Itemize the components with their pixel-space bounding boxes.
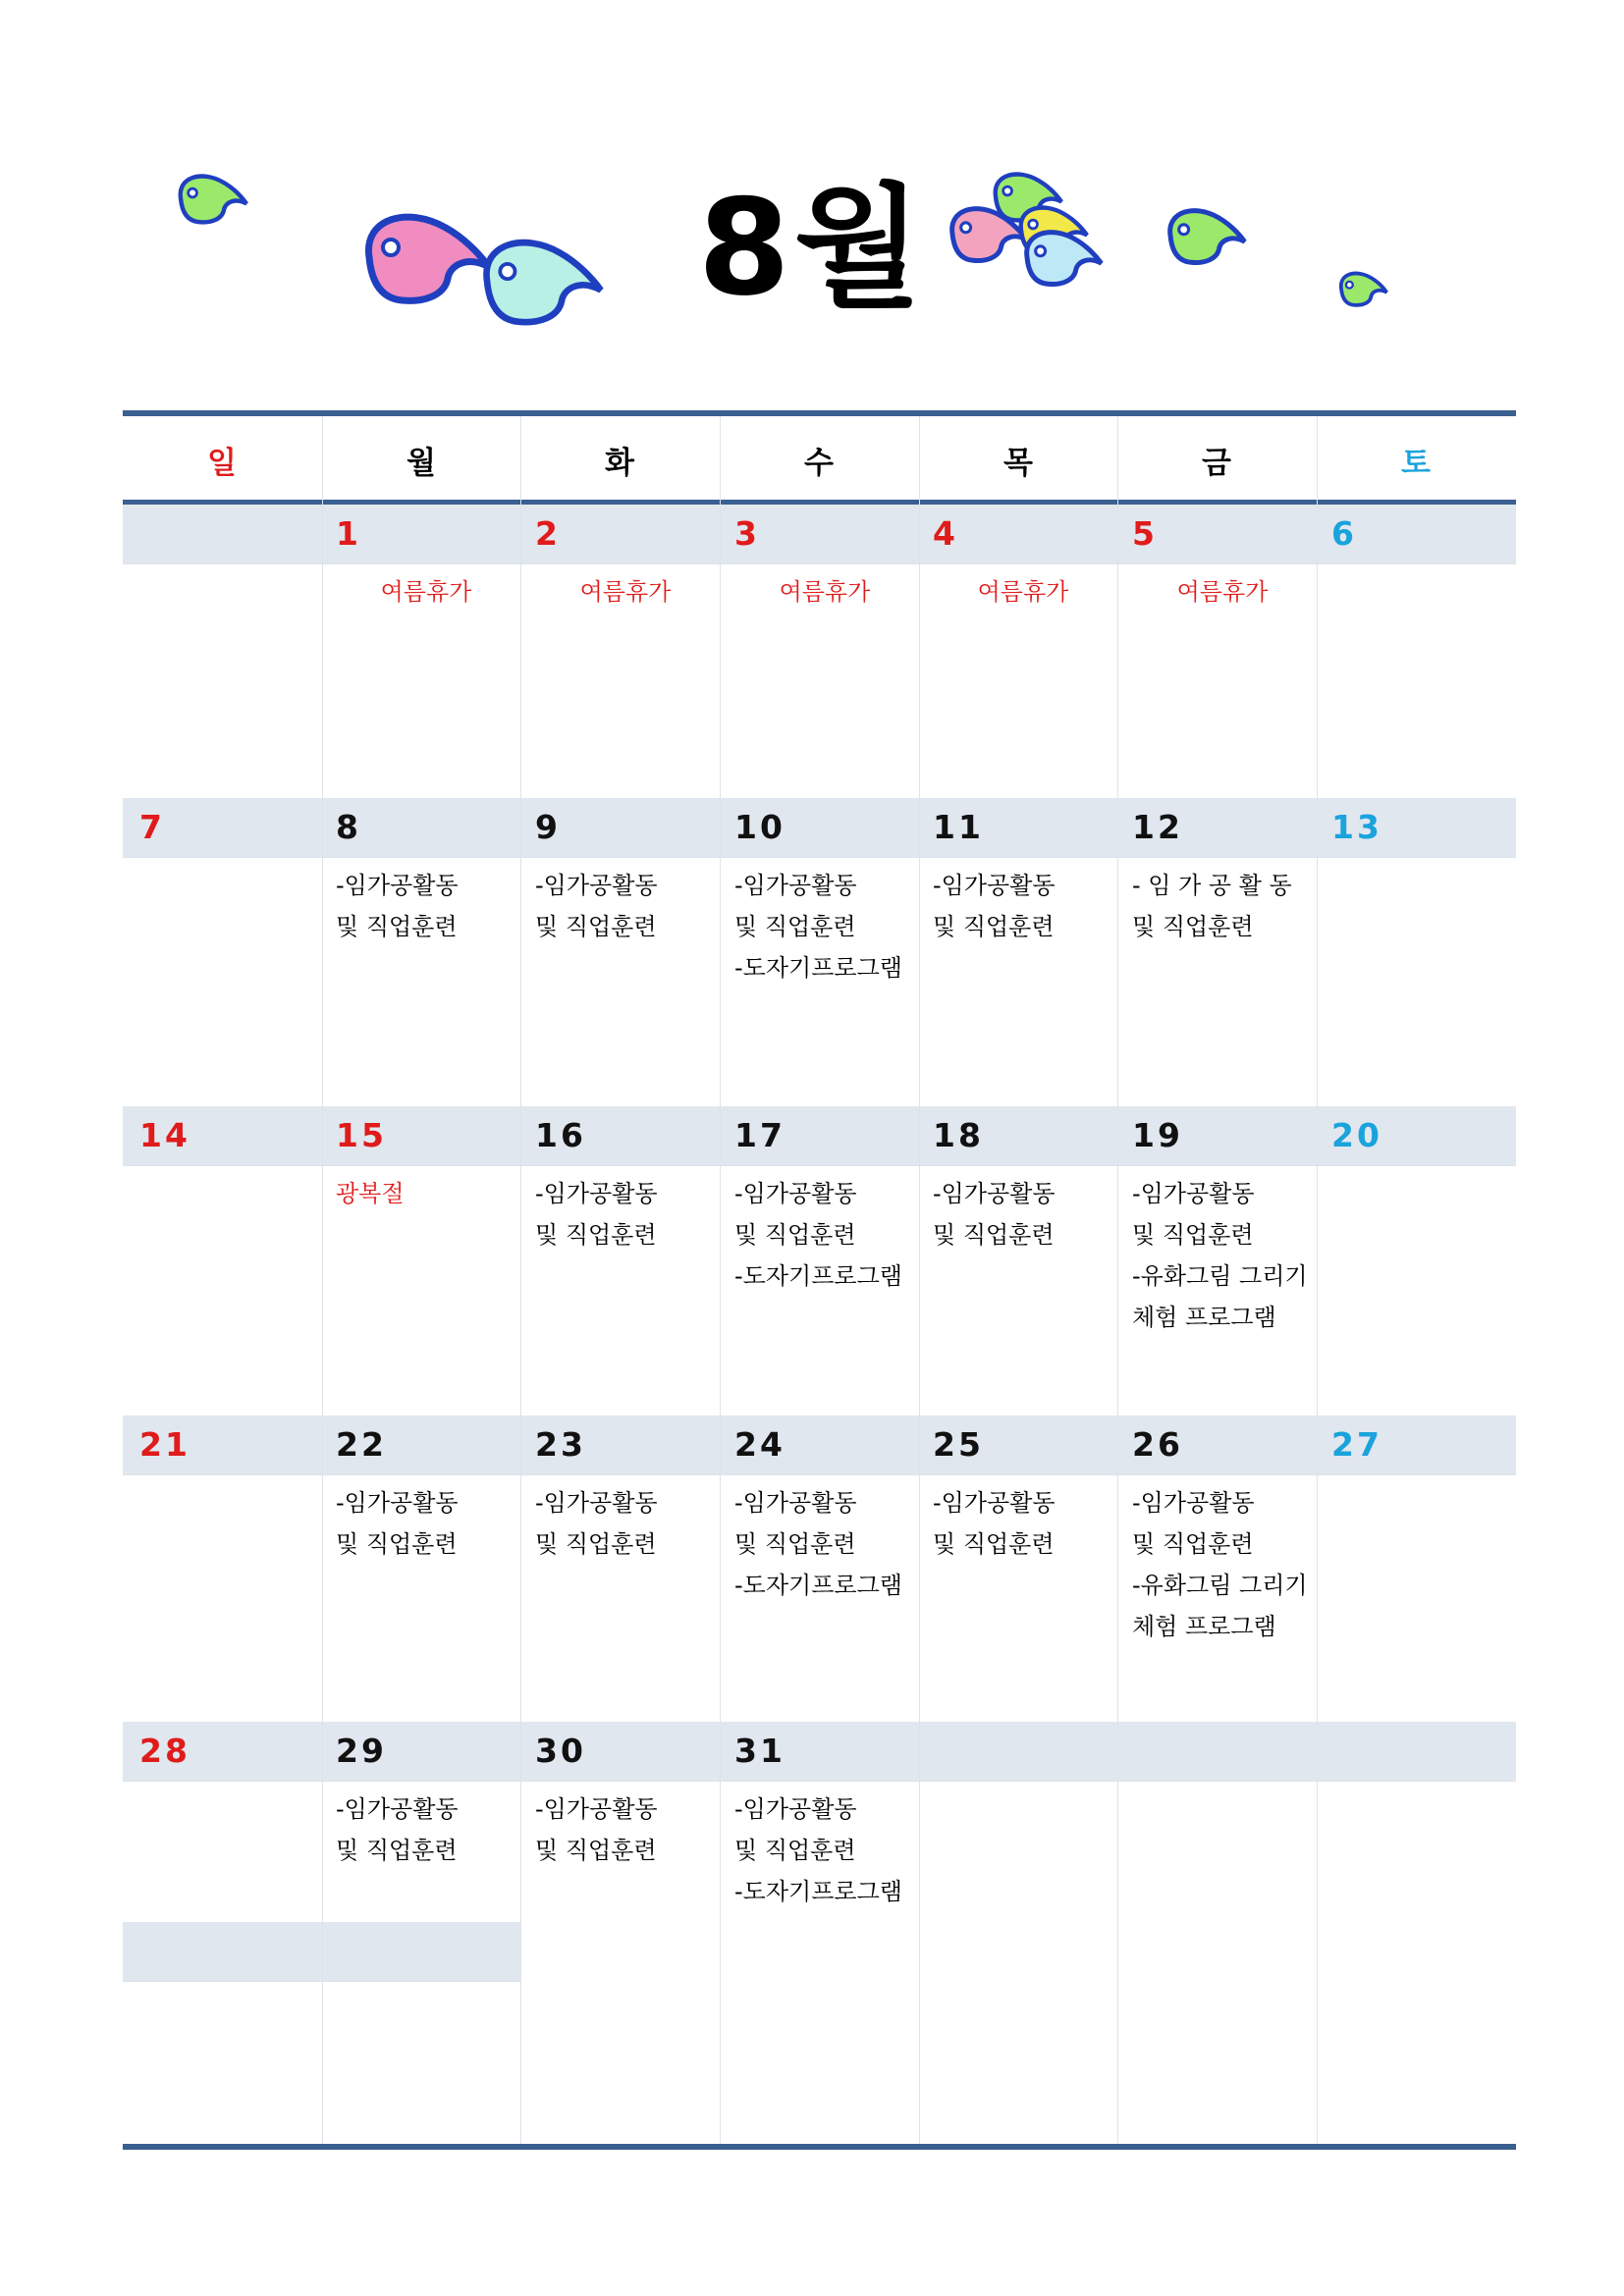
event-text: -임가공활동 및 직업훈련 [535,872,658,940]
day-number: 28 [139,1732,190,1770]
day-number: 26 [1132,1425,1183,1464]
day-cell[interactable] [933,1722,1119,1781]
day-cell[interactable] [1331,798,1518,857]
day-number: 22 [336,1425,387,1464]
day-number: 18 [933,1116,984,1154]
day-cell[interactable] [933,798,1119,947]
day-cell[interactable] [336,798,522,947]
event-text: 여름휴가 [1176,578,1269,606]
table-bottom-rule [123,2144,1516,2150]
column-divider [1117,416,1118,2144]
day-cell[interactable] [336,1106,522,1214]
day-cell[interactable] [1132,1722,1319,1781]
weekday-sun: 일 [207,446,237,481]
month-title: 8월 [697,171,927,325]
day-number: 3 [734,514,760,553]
event-text: - 임 가 공 활 동 및 직업훈련 [1132,872,1292,940]
day-number: 19 [1132,1116,1183,1154]
event-text: 여름휴가 [779,578,871,606]
day-cell[interactable] [734,798,921,988]
weekday-tue: 화 [605,446,634,481]
day-cell[interactable] [535,798,722,947]
event-text: -임가공활동 및 직업훈련 [933,1489,1056,1558]
event-text: -임가공활동 및 직업훈련 -도자기프로그램 [734,872,902,982]
day-cell[interactable] [1132,505,1319,613]
day-number: 17 [734,1116,785,1154]
day-number: 4 [933,514,958,553]
event-text: -임가공활동 및 직업훈련 [933,1180,1056,1249]
day-number: 24 [734,1425,785,1464]
column-divider [322,416,323,2144]
day-cell[interactable] [139,798,326,857]
column-divider [520,416,521,2144]
event-text: -임가공활동 및 직업훈련 -유화그림 그리기 체험 프로그램 [1132,1180,1308,1331]
day-number: 20 [1331,1116,1382,1154]
day-number [1331,1722,1518,1781]
event-text: 광복절 [336,1180,405,1207]
event-text: -임가공활동 및 직업훈련 [535,1180,658,1249]
row-divider [123,1981,521,1982]
event-text: 여름휴가 [380,578,472,606]
day-number: 23 [535,1425,586,1464]
day-cell[interactable] [535,505,722,613]
day-number: 10 [734,808,785,846]
event-text: -임가공활동 및 직업훈련 [535,1489,658,1558]
day-cell[interactable] [933,1415,1119,1565]
weekday-wed: 수 [804,446,834,481]
day-cell[interactable] [139,1106,326,1165]
day-number: 15 [336,1116,387,1154]
day-number: 14 [139,1116,190,1154]
day-cell[interactable] [139,1415,326,1474]
event-text: 여름휴가 [579,578,672,606]
day-number: 31 [734,1732,785,1770]
day-cell[interactable] [1132,1415,1319,1647]
day-number: 12 [1132,808,1183,846]
day-cell[interactable] [336,505,522,613]
event-text: -임가공활동 및 직업훈련 -도자기프로그램 [734,1180,902,1290]
day-cell[interactable] [139,1722,326,1781]
day-number: 6 [1331,514,1357,553]
day-cell[interactable] [1132,1106,1319,1338]
day-number: 30 [535,1732,586,1770]
day-number: 16 [535,1116,586,1154]
event-text: -임가공활동 및 직업훈련 [933,872,1056,940]
event-text: -임가공활동 및 직업훈련 -도자기프로그램 [734,1795,902,1905]
event-text: -임가공활동 및 직업훈련 [336,1489,459,1558]
table-top-rule [123,410,1516,416]
day-number: 29 [336,1732,387,1770]
day-cell[interactable] [734,505,921,613]
day-number [933,1722,1119,1781]
event-text: 여름휴가 [977,578,1069,606]
weekday-mon: 월 [406,446,436,481]
day-cell[interactable] [535,1106,722,1255]
day-cell[interactable] [139,505,326,563]
day-cell[interactable] [933,1106,1119,1255]
day-cell[interactable] [1331,1415,1518,1474]
day-cell[interactable] [336,1415,522,1565]
event-text: -임가공활동 및 직업훈련 [535,1795,658,1864]
day-cell[interactable] [1331,505,1518,563]
event-text: -임가공활동 및 직업훈련 [336,1795,459,1864]
day-number: 21 [139,1425,190,1464]
day-number: 8 [336,808,361,846]
day-cell[interactable] [1331,1106,1518,1165]
day-number: 7 [139,808,165,846]
day-number [139,505,326,563]
day-cell[interactable] [734,1722,921,1912]
day-cell[interactable] [734,1415,921,1606]
day-number: 13 [1331,808,1382,846]
day-cell[interactable] [734,1106,921,1297]
day-number [1132,1722,1319,1781]
day-number: 11 [933,808,984,846]
column-divider [720,416,721,2144]
day-cell[interactable] [535,1722,722,1871]
weekday-sat: 토 [1401,446,1431,481]
day-number: 9 [535,808,561,846]
day-cell[interactable] [1331,1722,1518,1781]
weekday-thu: 목 [1003,446,1033,481]
weekday-fri: 금 [1202,446,1231,481]
day-cell[interactable] [535,1415,722,1565]
day-cell[interactable] [336,1722,522,1871]
day-cell[interactable] [1132,798,1319,947]
event-text: -임가공활동 및 직업훈련 -도자기프로그램 [734,1489,902,1599]
day-cell[interactable] [933,505,1119,613]
day-number: 27 [1331,1425,1382,1464]
event-text: -임가공활동 및 직업훈련 -유화그림 그리기 체험 프로그램 [1132,1489,1308,1640]
event-text: -임가공활동 및 직업훈련 [336,872,459,940]
day-number: 2 [535,514,561,553]
day-number: 25 [933,1425,984,1464]
day-number: 1 [336,514,361,553]
day-number: 5 [1132,514,1158,553]
